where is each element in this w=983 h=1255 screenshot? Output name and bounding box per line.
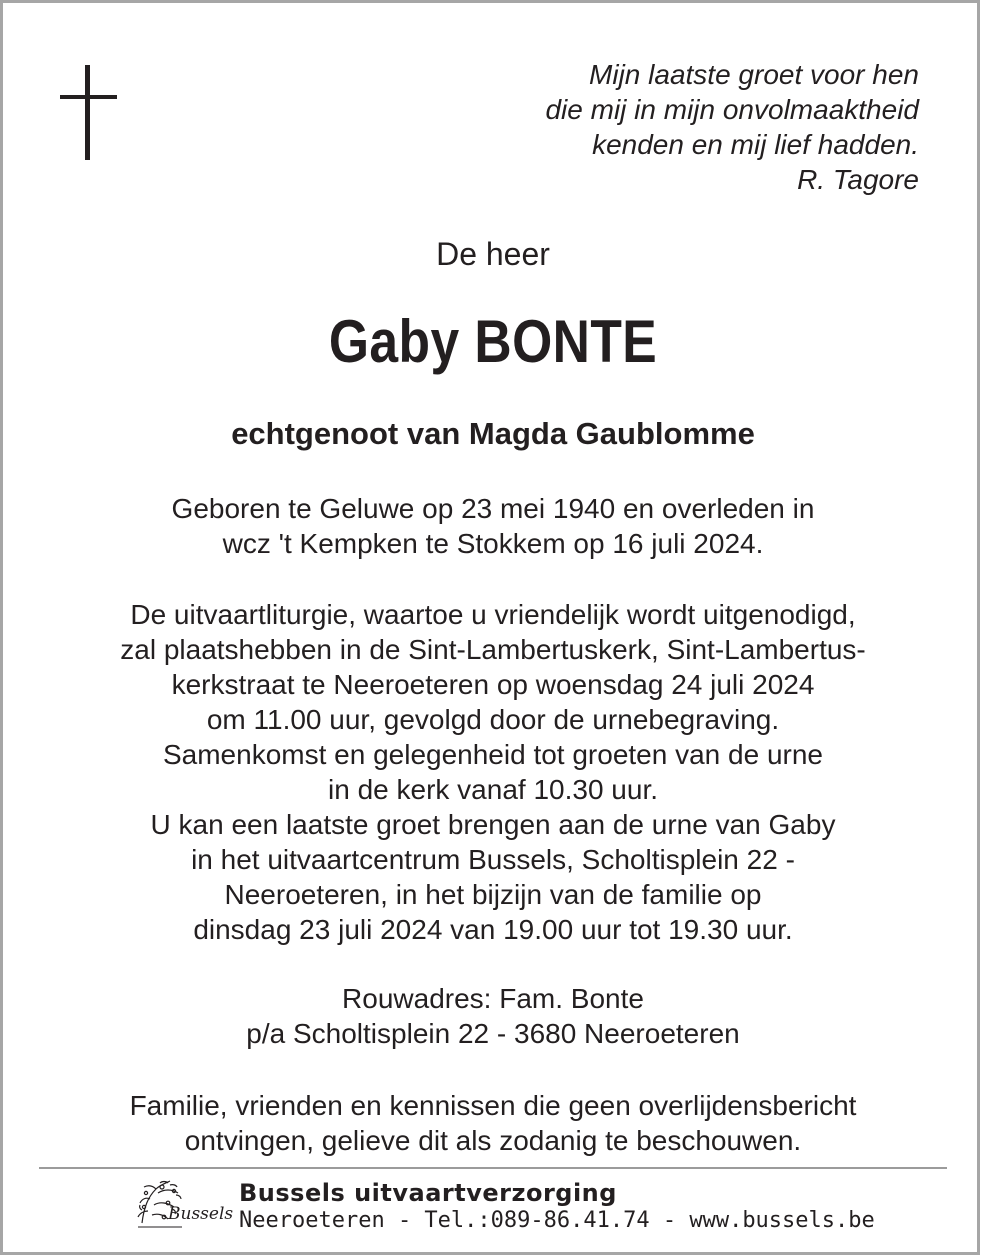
- text-line: Samenkomst en gelegenheid tot groeten van de urne: [162, 739, 823, 770]
- funeral-paragraph: [3, 597, 983, 947]
- text-line: Rouwadres: Fam. Bonte: [342, 983, 644, 1014]
- quote-author: R. Tagore: [797, 164, 919, 195]
- text-line: kerkstraat te Neeroeteren op woensdag 24 juli 2024: [171, 669, 815, 700]
- quote-line: die mij in mijn onvolmaaktheid: [545, 94, 919, 125]
- text-line: dinsdag 23 juli 2024 van 19.00 uur tot 19.30 uur.: [193, 914, 793, 945]
- logo-text: Bussels: [168, 1204, 234, 1224]
- spouse-line: echtgenoot van Magda Gaublomme: [231, 416, 755, 451]
- text-line: U kan een laatste groet brengen aan de urne van Gaby: [150, 809, 836, 840]
- text-line: p/a Scholtisplein 22 - 3680 Neeroeteren: [246, 1018, 740, 1049]
- honorific: De heer: [436, 236, 550, 272]
- firm-contact: Neeroeteren - Tel.:089-86.41.74 - www.bussels.be: [239, 1208, 875, 1233]
- birth-death-paragraph: [3, 491, 983, 561]
- text-line: zal plaatshebben in de Sint-Lambertuskerk, Sint-Lambertus-: [120, 634, 866, 665]
- footer-divider: [39, 1167, 947, 1169]
- quote-line: Mijn laatste groet voor hen: [589, 59, 919, 90]
- text-line: Neeroeteren, in het bijzijn van de familie op: [224, 879, 762, 910]
- text-line: Geboren te Geluwe op 23 mei 1940 en overleden in: [171, 493, 815, 524]
- text-line: Familie, vrienden en kennissen die geen overlijdensbericht: [129, 1090, 857, 1121]
- text-line: wcz 't Kempken te Stokkem op 16 juli 2024.: [222, 528, 764, 559]
- text-line: in het uitvaartcentrum Bussels, Scholtisplein 22 -: [191, 844, 795, 875]
- mourning-address: [3, 981, 983, 1051]
- quote-line: kenden en mij lief hadden.: [592, 129, 919, 160]
- text-line: in de kerk vanaf 10.30 uur.: [328, 774, 658, 805]
- firm-name: Bussels uitvaartverzorging: [239, 1179, 617, 1207]
- text-line: ontvingen, gelieve dit als zodanig te beschouwen.: [184, 1125, 802, 1156]
- footer-block: [239, 1179, 875, 1235]
- bussels-logo: [134, 1177, 234, 1233]
- quote-block: [545, 57, 919, 197]
- deceased-name: Gaby BONTE: [328, 308, 658, 375]
- text-line: om 11.00 uur, gevolgd door de urnebegraving.: [206, 704, 780, 735]
- notice-paragraph: [3, 1088, 983, 1158]
- cross-icon: [60, 65, 117, 160]
- text-line: De uitvaartliturgie, waartoe u vriendelijk wordt uitgenodigd,: [130, 599, 856, 630]
